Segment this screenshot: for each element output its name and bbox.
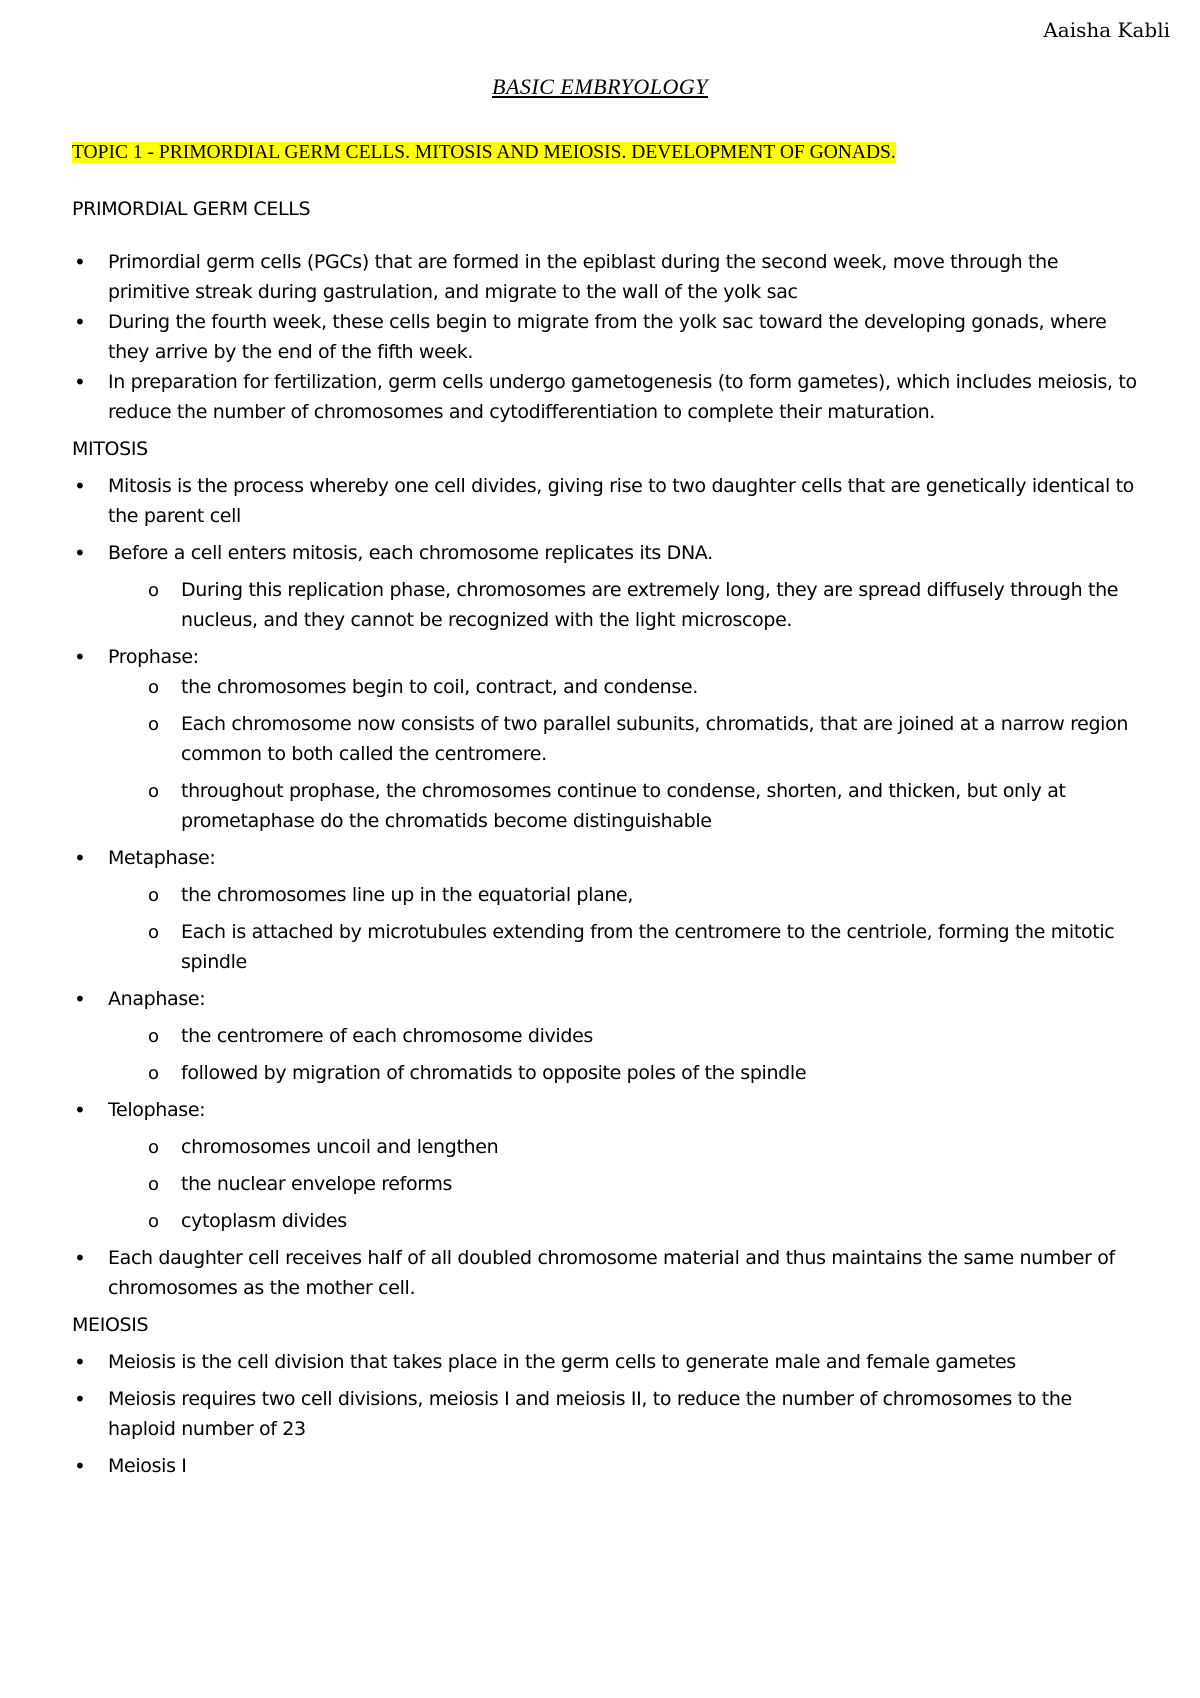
mitosis-subitem: o the chromosomes begin to coil, contract, and condense. (72, 672, 1142, 702)
mitosis-subitem: o Each chromosome now consists of two parallel subunits, chromatids, that are joined at a narrow region common to both called the centromere. (72, 709, 1142, 769)
pgc-item: • During the fourth week, these cells begin to migrate from the yolk sac toward the developing gonads, where they arrive by the end of the fifth week. (72, 307, 1142, 367)
meiosis-item: • Meiosis requires two cell divisions, meiosis I and meiosis II, to reduce the number of chromosomes to the haploid number of 23 (72, 1384, 1142, 1444)
phase-prophase: • Prophase: (72, 642, 1142, 672)
mitosis-subitem: o the chromosomes line up in the equatorial plane, (72, 880, 1142, 910)
pgc-item: • In preparation for fertilization, germ cells undergo gametogenesis (to form gametes), which includes meiosis, to reduce the number of chromosomes and cytodifferentiation to complete their maturation. (72, 367, 1142, 427)
document-body (72, 194, 1142, 1481)
mitosis-subitem: o Each is attached by microtubules extending from the centromere to the centriole, forming the mitotic spindle (72, 917, 1142, 977)
phase-anaphase: • Anaphase: (72, 984, 1142, 1014)
mitosis-subitem: o followed by migration of chromatids to opposite poles of the spindle (72, 1058, 1142, 1088)
mitosis-subitem: o cytoplasm divides (72, 1206, 1142, 1236)
document-title: BASIC EMBRYOLOGY (492, 74, 708, 99)
phase-metaphase: • Metaphase: (72, 843, 1142, 873)
meiosis-item: • Meiosis I (72, 1451, 1142, 1481)
section-heading-pgc: PRIMORDIAL GERM CELLS (72, 198, 311, 220)
mitosis-list (72, 471, 1142, 1303)
mitosis-subitem: o throughout prophase, the chromosomes continue to condense, shorten, and thicken, but only at prometaphase do the chromatids become distinguishable (72, 776, 1142, 836)
phase-telophase: • Telophase: (72, 1095, 1142, 1125)
mitosis-subitem: o the nuclear envelope reforms (72, 1169, 1142, 1199)
mitosis-subitem: o chromosomes uncoil and lengthen (72, 1132, 1142, 1162)
topic-heading (72, 142, 896, 164)
section-heading-meiosis: MEIOSIS (72, 1314, 149, 1336)
topic-highlight: TOPIC 1 - PRIMORDIAL GERM CELLS. MITOSIS AND MEIOSIS. DEVELOPMENT OF GONADS. (72, 142, 896, 163)
mitosis-item: • Each daughter cell receives half of all doubled chromosome material and thus maintains the same number of chromosomes as the mother cell. (72, 1243, 1142, 1303)
mitosis-subitem: o During this replication phase, chromosomes are extremely long, they are spread diffusely through the nucleus, and they cannot be recognized with the light microscope. (72, 575, 1142, 635)
section-heading-mitosis: MITOSIS (72, 438, 148, 460)
mitosis-item: • Mitosis is the process whereby one cell divides, giving rise to two daughter cells that are genetically identical to the parent cell (72, 471, 1142, 531)
author-name: Aaisha Kabli (1043, 18, 1170, 42)
pgc-item: • Primordial germ cells (PGCs) that are formed in the epiblast during the second week, move through the primitive streak during gastrulation, and migrate to the wall of the yolk sac (72, 247, 1142, 307)
mitosis-subitem: o the centromere of each chromosome divides (72, 1021, 1142, 1051)
meiosis-item: • Meiosis is the cell division that takes place in the germ cells to generate male and female gametes (72, 1347, 1142, 1377)
mitosis-item: • Before a cell enters mitosis, each chromosome replicates its DNA. (72, 538, 1142, 568)
meiosis-list (72, 1347, 1142, 1481)
pgc-list (72, 247, 1142, 427)
